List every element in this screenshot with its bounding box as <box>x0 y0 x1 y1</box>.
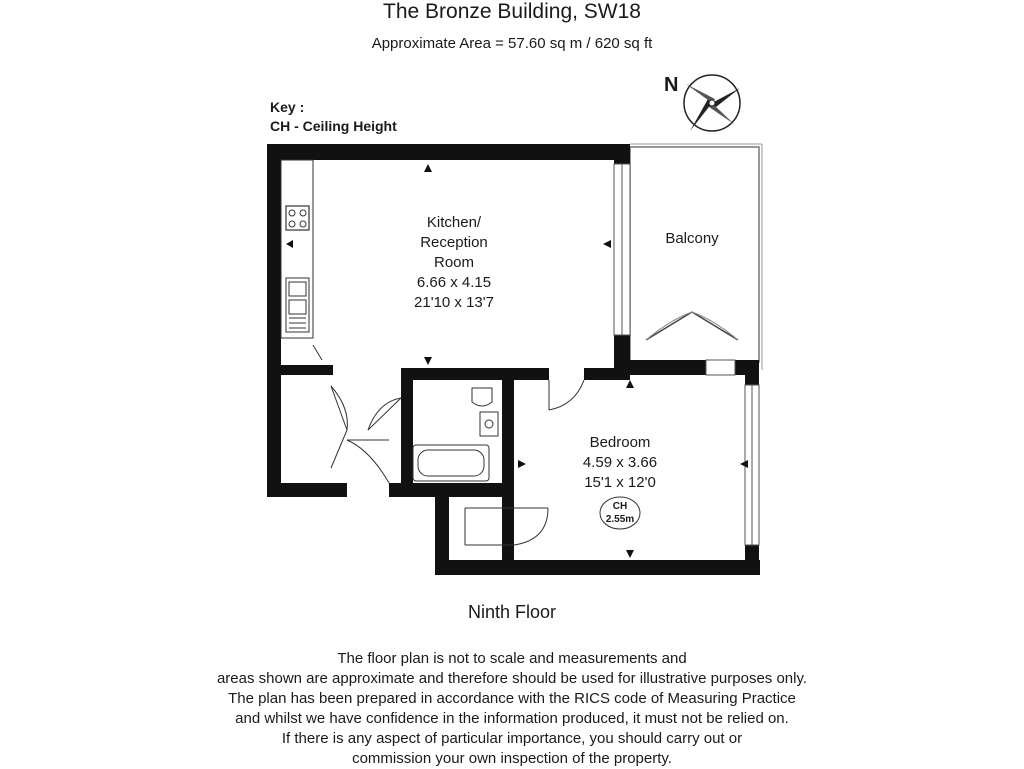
bedroom-name: Bedroom <box>589 434 651 451</box>
disclaimer-line: The plan has been prepared in accordance with the RICS code of Measuring Practice <box>228 690 796 707</box>
disclaimer-line: commission your own inspection of the property. <box>352 750 672 767</box>
north-label: N <box>664 74 679 96</box>
bedroom-label <box>583 434 657 491</box>
kitchen-name-line2: Reception <box>420 234 488 251</box>
ceiling-height-badge <box>600 497 640 529</box>
kitchen-name-line3: Room <box>433 254 475 271</box>
key-heading: Key : <box>270 99 305 115</box>
kitchen-metric: 6.66 x 4.15 <box>416 274 492 291</box>
disclaimer <box>0 649 1024 769</box>
approximate-area: Approximate Area = 57.60 sq m / 620 sq ft <box>371 35 653 52</box>
walls <box>267 144 760 575</box>
bathroom-fixtures <box>413 388 498 481</box>
kitchen-name-line1: Kitchen/ <box>426 214 482 231</box>
ch-value: 2.55m <box>605 514 635 525</box>
kitchen-label <box>414 214 494 311</box>
disclaimer-line: and whilst we have confidence in the information produced, it must not be relied on. <box>235 710 789 727</box>
plan-title: The Bronze Building, SW18 <box>383 0 641 23</box>
bedroom-imperial: 15'1 x 12'0 <box>584 474 656 491</box>
bedroom-metric: 4.59 x 3.66 <box>582 454 658 471</box>
key-item: CH - Ceiling Height <box>270 118 397 134</box>
compass-icon <box>684 75 740 131</box>
balcony-label: Balcony <box>665 230 719 247</box>
disclaimer-line: The floor plan is not to scale and measurements and <box>337 650 687 667</box>
balcony-area <box>630 144 762 370</box>
disclaimer-line: If there is any aspect of particular importance, you should carry out or <box>281 730 743 747</box>
floor-label: Ninth Floor <box>467 602 557 622</box>
kitchen-units <box>281 160 313 338</box>
disclaimer-line: areas shown are approximate and therefore should be used for illustrative purposes only. <box>216 670 808 687</box>
ch-label: CH <box>612 501 628 512</box>
kitchen-imperial: 21'10 x 13'7 <box>414 294 494 311</box>
